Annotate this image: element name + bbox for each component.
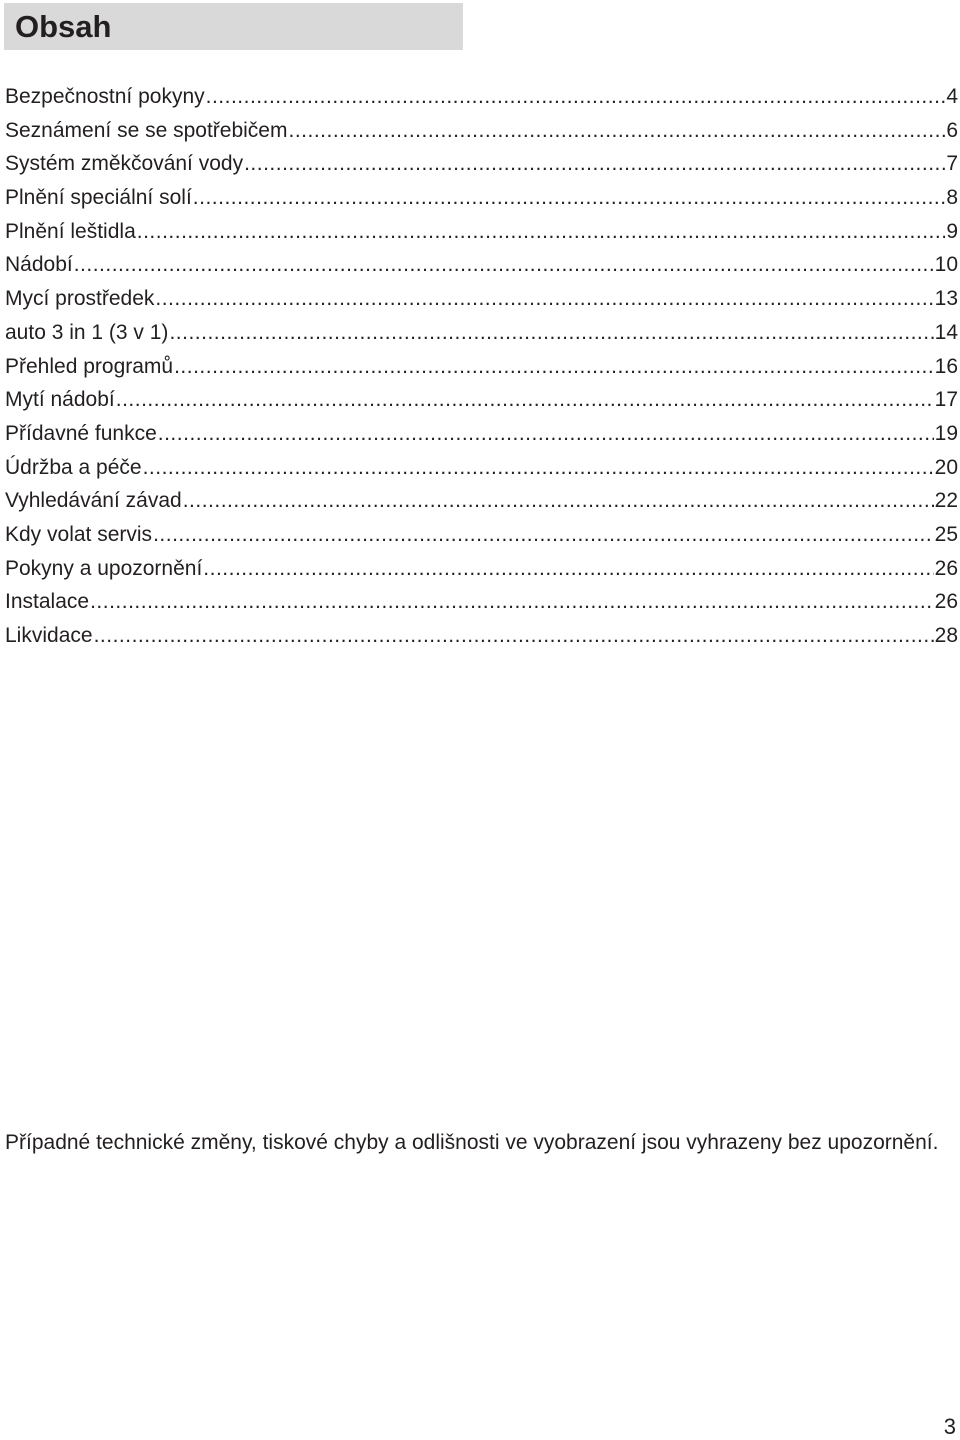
toc-dot-leader (193, 181, 946, 215)
toc-entry-page: 26 (934, 590, 958, 614)
toc-entry-title: Přehled programů (5, 354, 174, 378)
toc-entry-title: Pokyny a upozornění (5, 556, 203, 580)
toc-entry-page: 7 (946, 152, 958, 176)
toc-entry[interactable] (5, 80, 958, 114)
toc-dot-leader (74, 248, 934, 282)
toc-entry[interactable] (5, 484, 958, 518)
toc-entry[interactable] (5, 383, 958, 417)
toc-entry[interactable] (5, 585, 958, 619)
toc-entry-page: 9 (946, 219, 958, 243)
toc-entry-title: Plnění leštidla (5, 219, 136, 243)
toc-entry-page: 10 (934, 253, 958, 277)
section-heading-box (4, 3, 463, 50)
toc-dot-leader (203, 552, 933, 586)
disclaimer-note: Případné technické změny, tiskové chyby a odlišnosti ve vyobrazení jsou vyhrazeny bez upozornění. (5, 1131, 939, 1154)
toc-entry[interactable] (5, 451, 958, 485)
toc-entry-title: Mycí prostředek (5, 287, 155, 311)
toc-dot-leader (174, 350, 934, 384)
toc-entry[interactable] (5, 552, 958, 586)
toc-dot-leader (288, 114, 945, 148)
toc-entry-title: auto 3 in 1 (3 v 1) (5, 320, 169, 344)
toc-entry-page: 4 (946, 85, 958, 108)
toc-entry[interactable] (5, 350, 958, 384)
toc-entry-page: 26 (934, 556, 958, 580)
toc-dot-leader (143, 451, 934, 485)
table-of-contents (5, 80, 958, 653)
toc-entry-page: 25 (934, 522, 958, 546)
toc-entry-page: 13 (934, 287, 958, 311)
toc-entry[interactable] (5, 619, 958, 653)
toc-entry[interactable] (5, 417, 958, 451)
toc-entry-title: Bezpečnostní pokyny (5, 85, 205, 108)
toc-dot-leader (244, 147, 945, 181)
toc-entry[interactable] (5, 518, 958, 552)
toc-entry-title: Mytí nádobí (5, 388, 115, 412)
toc-entry-title: Údržba a péče (5, 455, 142, 479)
toc-dot-leader (153, 518, 934, 552)
toc-entry-page: 8 (946, 186, 958, 210)
toc-entry-page: 20 (934, 455, 958, 479)
toc-dot-leader (90, 585, 934, 619)
toc-dot-leader (169, 316, 933, 350)
page-number: 3 (943, 1414, 956, 1439)
toc-entry-page: 28 (934, 624, 958, 647)
toc-dot-leader (155, 282, 933, 316)
toc-entry-page: 17 (934, 388, 958, 412)
toc-entry[interactable] (5, 215, 958, 249)
toc-entry[interactable] (5, 114, 958, 148)
toc-dot-leader (137, 215, 946, 249)
toc-entry-title: Nádobí (5, 253, 73, 277)
toc-entry-title: Vyhledávání závad (5, 489, 182, 513)
toc-entry-page: 14 (934, 320, 958, 344)
toc-entry[interactable] (5, 147, 958, 181)
page-title: Obsah (15, 9, 112, 44)
toc-entry[interactable] (5, 282, 958, 316)
toc-dot-leader (206, 80, 946, 114)
toc-dot-leader (94, 619, 934, 653)
toc-entry[interactable] (5, 248, 958, 282)
toc-dot-leader (116, 383, 934, 417)
toc-dot-leader (158, 417, 934, 451)
toc-entry-title: Kdy volat servis (5, 522, 153, 546)
toc-entry-title: Plnění speciální solí (5, 186, 192, 210)
toc-entry-page: 22 (934, 489, 958, 513)
toc-entry-title: Přídavné funkce (5, 421, 157, 445)
toc-entry-page: 16 (934, 354, 958, 378)
toc-entry[interactable] (5, 316, 958, 350)
toc-entry-title: Instalace (5, 590, 90, 614)
toc-entry-title: Seznámení se se spotřebičem (5, 118, 288, 142)
toc-entry-title: Likvidace (5, 624, 93, 647)
toc-entry-page: 19 (934, 421, 958, 445)
toc-entry-title: Systém změkčování vody (5, 152, 244, 176)
toc-entry[interactable] (5, 181, 958, 215)
toc-dot-leader (183, 484, 934, 518)
toc-entry-page: 6 (946, 118, 958, 142)
